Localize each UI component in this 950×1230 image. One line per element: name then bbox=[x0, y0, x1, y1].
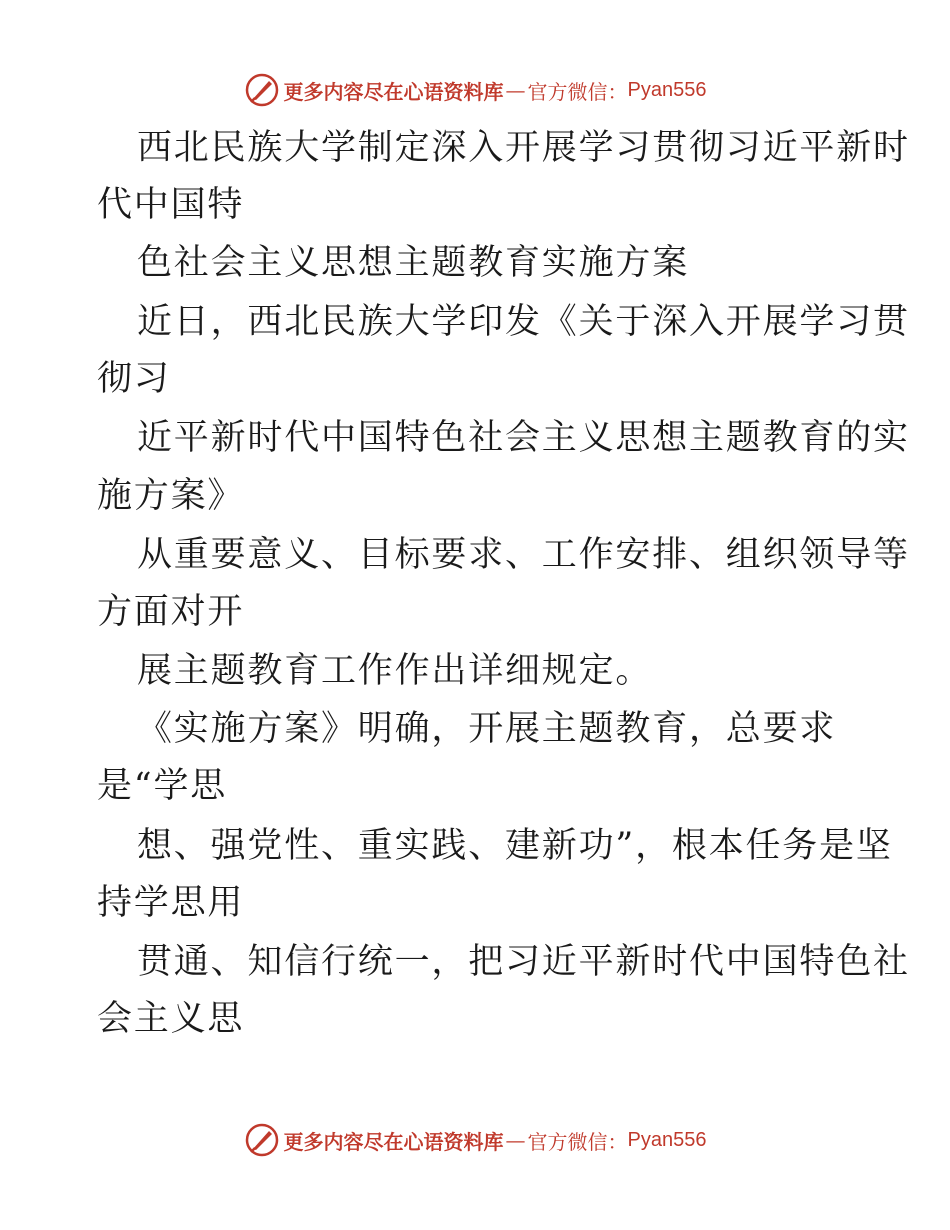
watermark-label: 官方微信： bbox=[527, 79, 628, 104]
watermark-separator: — bbox=[505, 78, 526, 102]
text-line: 持学思用 bbox=[97, 883, 245, 923]
watermark-wechat-id: Pyan556 bbox=[627, 1128, 707, 1151]
watermark-brand: 更多内容尽在心语资料库 bbox=[283, 79, 504, 104]
text-line: 近平新时代中国特色社会主义思想主题教育的实 bbox=[137, 418, 910, 458]
watermark-brand: 更多内容尽在心语资料库 bbox=[283, 1129, 504, 1154]
text-line: 彻习 bbox=[97, 359, 171, 399]
text-line: 《实施方案》明确，开展主题教育，总要求 bbox=[137, 709, 837, 749]
watermark-separator: — bbox=[505, 1128, 526, 1152]
header-watermark bbox=[0, 70, 950, 110]
text-line: 展主题教育工作作出详细规定。 bbox=[137, 651, 653, 691]
quill-logo-icon bbox=[244, 72, 280, 108]
footer-watermark bbox=[0, 1120, 950, 1160]
text-line: 施方案》 bbox=[97, 476, 245, 516]
text-line: 色社会主义思想主题教育实施方案 bbox=[137, 243, 690, 283]
quill-logo-icon bbox=[244, 1122, 280, 1158]
watermark-wechat-id: Pyan556 bbox=[627, 78, 707, 101]
text-line: 从重要意义、目标要求、工作安排、组织领导等 bbox=[137, 535, 910, 575]
text-line: 代中国特 bbox=[97, 185, 245, 225]
text-line: 西北民族大学制定深入开展学习贯彻习近平新时 bbox=[137, 128, 910, 168]
watermark-label: 官方微信： bbox=[527, 1129, 628, 1154]
text-line: 是“学思 bbox=[97, 766, 228, 806]
text-line: 会主义思 bbox=[97, 999, 245, 1039]
text-line: 方面对开 bbox=[97, 592, 245, 632]
text-line: 贯通、知信行统一，把习近平新时代中国特色社 bbox=[137, 942, 910, 982]
text-line: 想、强党性、重实践、建新功”，根本任务是坚 bbox=[137, 826, 893, 866]
text-line: 近日，西北民族大学印发《关于深入开展学习贯 bbox=[137, 302, 910, 342]
